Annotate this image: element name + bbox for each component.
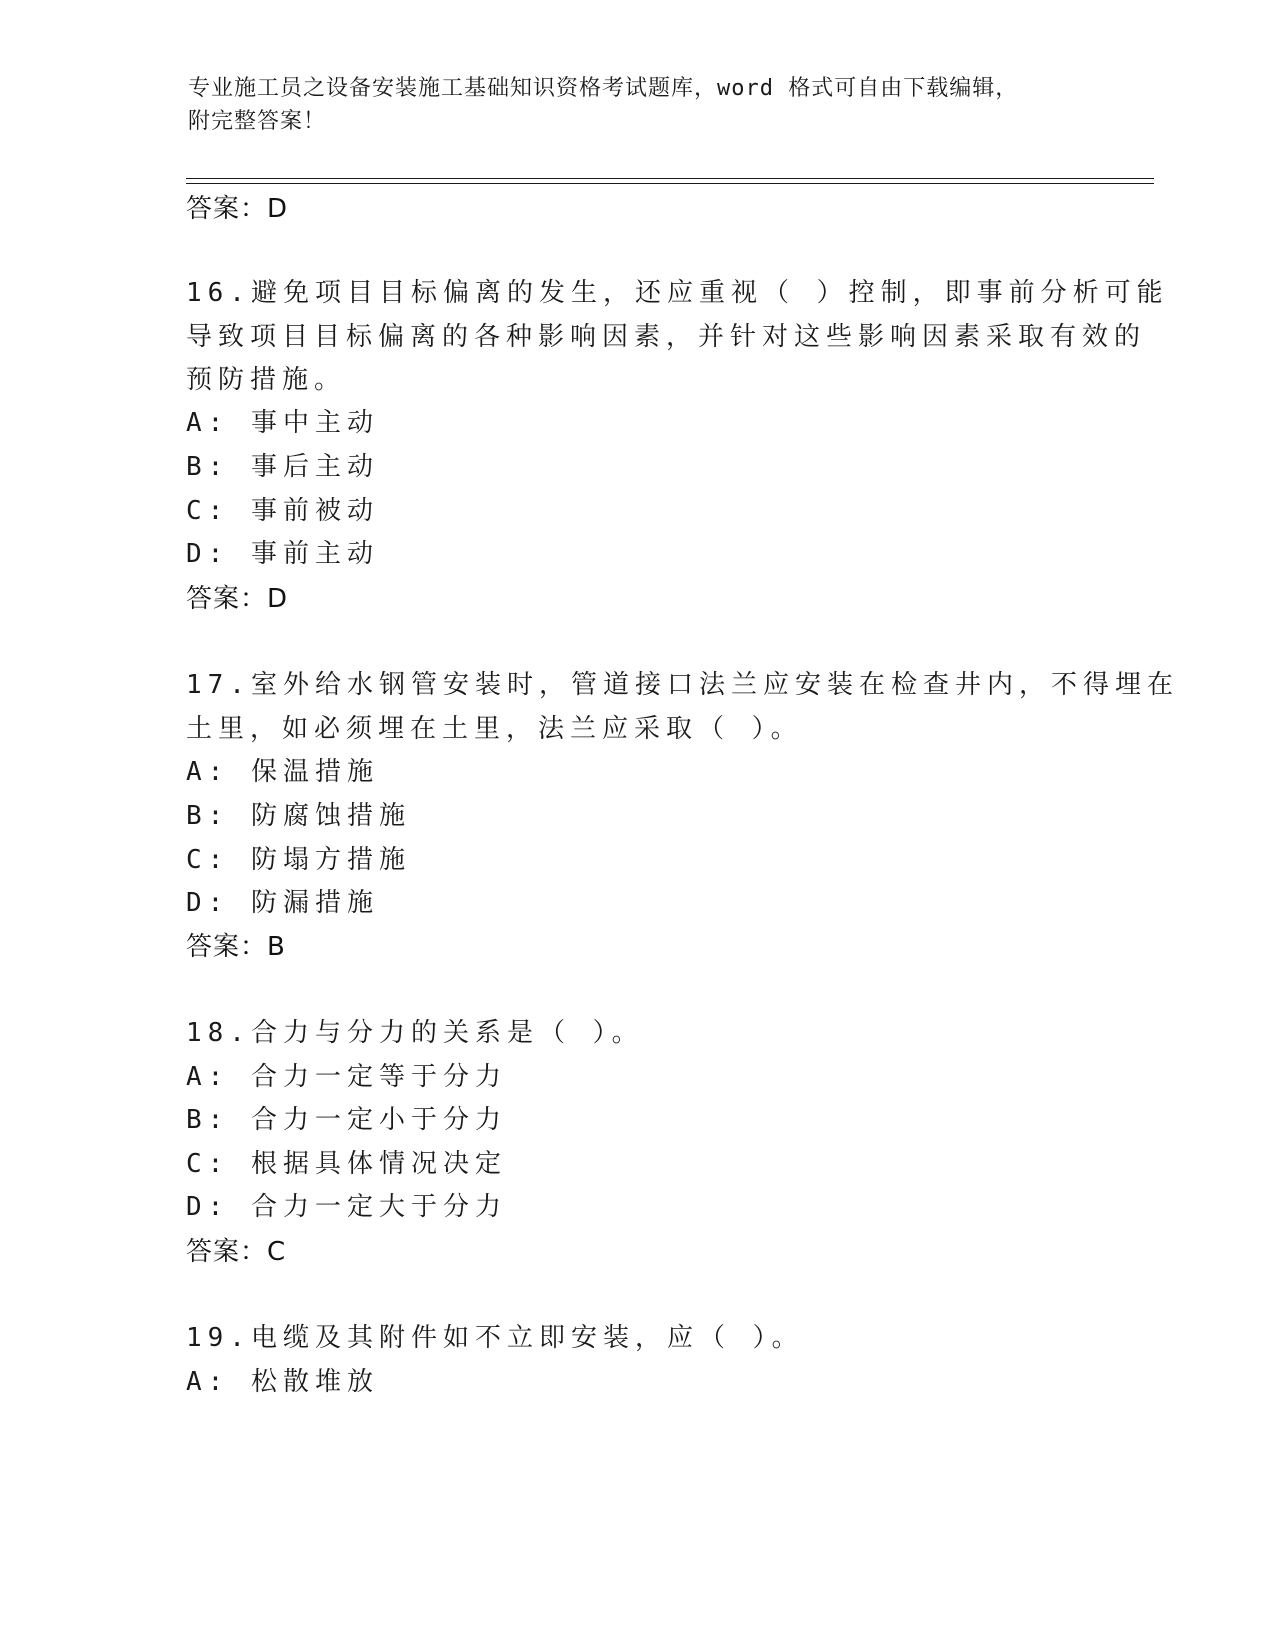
option-a: A: 事中主动	[186, 408, 379, 438]
question-stem-line: 预防措施。	[186, 365, 347, 395]
option-a: A: 松散堆放	[186, 1367, 379, 1397]
option-b: B: 事后主动	[186, 452, 379, 482]
question-stem-line: 17.室外给水钢管安装时，管道接口法兰应安装在检查井内，不得埋在	[186, 670, 1179, 700]
question-stem-line: 18.合力与分力的关系是（ ）。	[186, 1018, 644, 1048]
option-d: D: 合力一定大于分力	[186, 1192, 507, 1222]
answer-label: 答案：B	[186, 932, 286, 962]
option-c: C: 防塌方措施	[186, 845, 411, 875]
answer-label-15: 答案：D	[186, 194, 289, 224]
option-c: C: 事前被动	[186, 496, 379, 526]
header-divider-bottom	[186, 183, 1154, 184]
answer-label: 答案：D	[186, 584, 289, 614]
question-stem-line: 19.电缆及其附件如不立即安装，应（ ）。	[186, 1323, 804, 1353]
option-d: D: 事前主动	[186, 539, 379, 569]
document-header	[188, 72, 1068, 138]
header-line-1: 专业施工员之设备安装施工基础知识资格考试题库，word 格式可自由下载编辑，	[188, 76, 1019, 101]
question-stem-line: 16.避免项目目标偏离的发生，还应重视（ ）控制，即事前分析可能	[186, 278, 1169, 308]
header-line-2: 附完整答案！	[188, 109, 327, 134]
option-c: C: 根据具体情况决定	[186, 1149, 507, 1179]
question-stem-line: 土里，如必须埋在土里，法兰应采取（ ）。	[186, 714, 803, 744]
option-a: A: 保温措施	[186, 757, 379, 787]
answer-label: 答案：C	[186, 1237, 287, 1267]
option-a: A: 合力一定等于分力	[186, 1062, 507, 1092]
option-b: B: 合力一定小于分力	[186, 1105, 507, 1135]
option-b: B: 防腐蚀措施	[186, 801, 411, 831]
header-divider-top	[186, 178, 1154, 179]
option-d: D: 防漏措施	[186, 888, 379, 918]
question-stem-line: 导致项目目标偏离的各种影响因素，并针对这些影响因素采取有效的	[186, 322, 1147, 352]
